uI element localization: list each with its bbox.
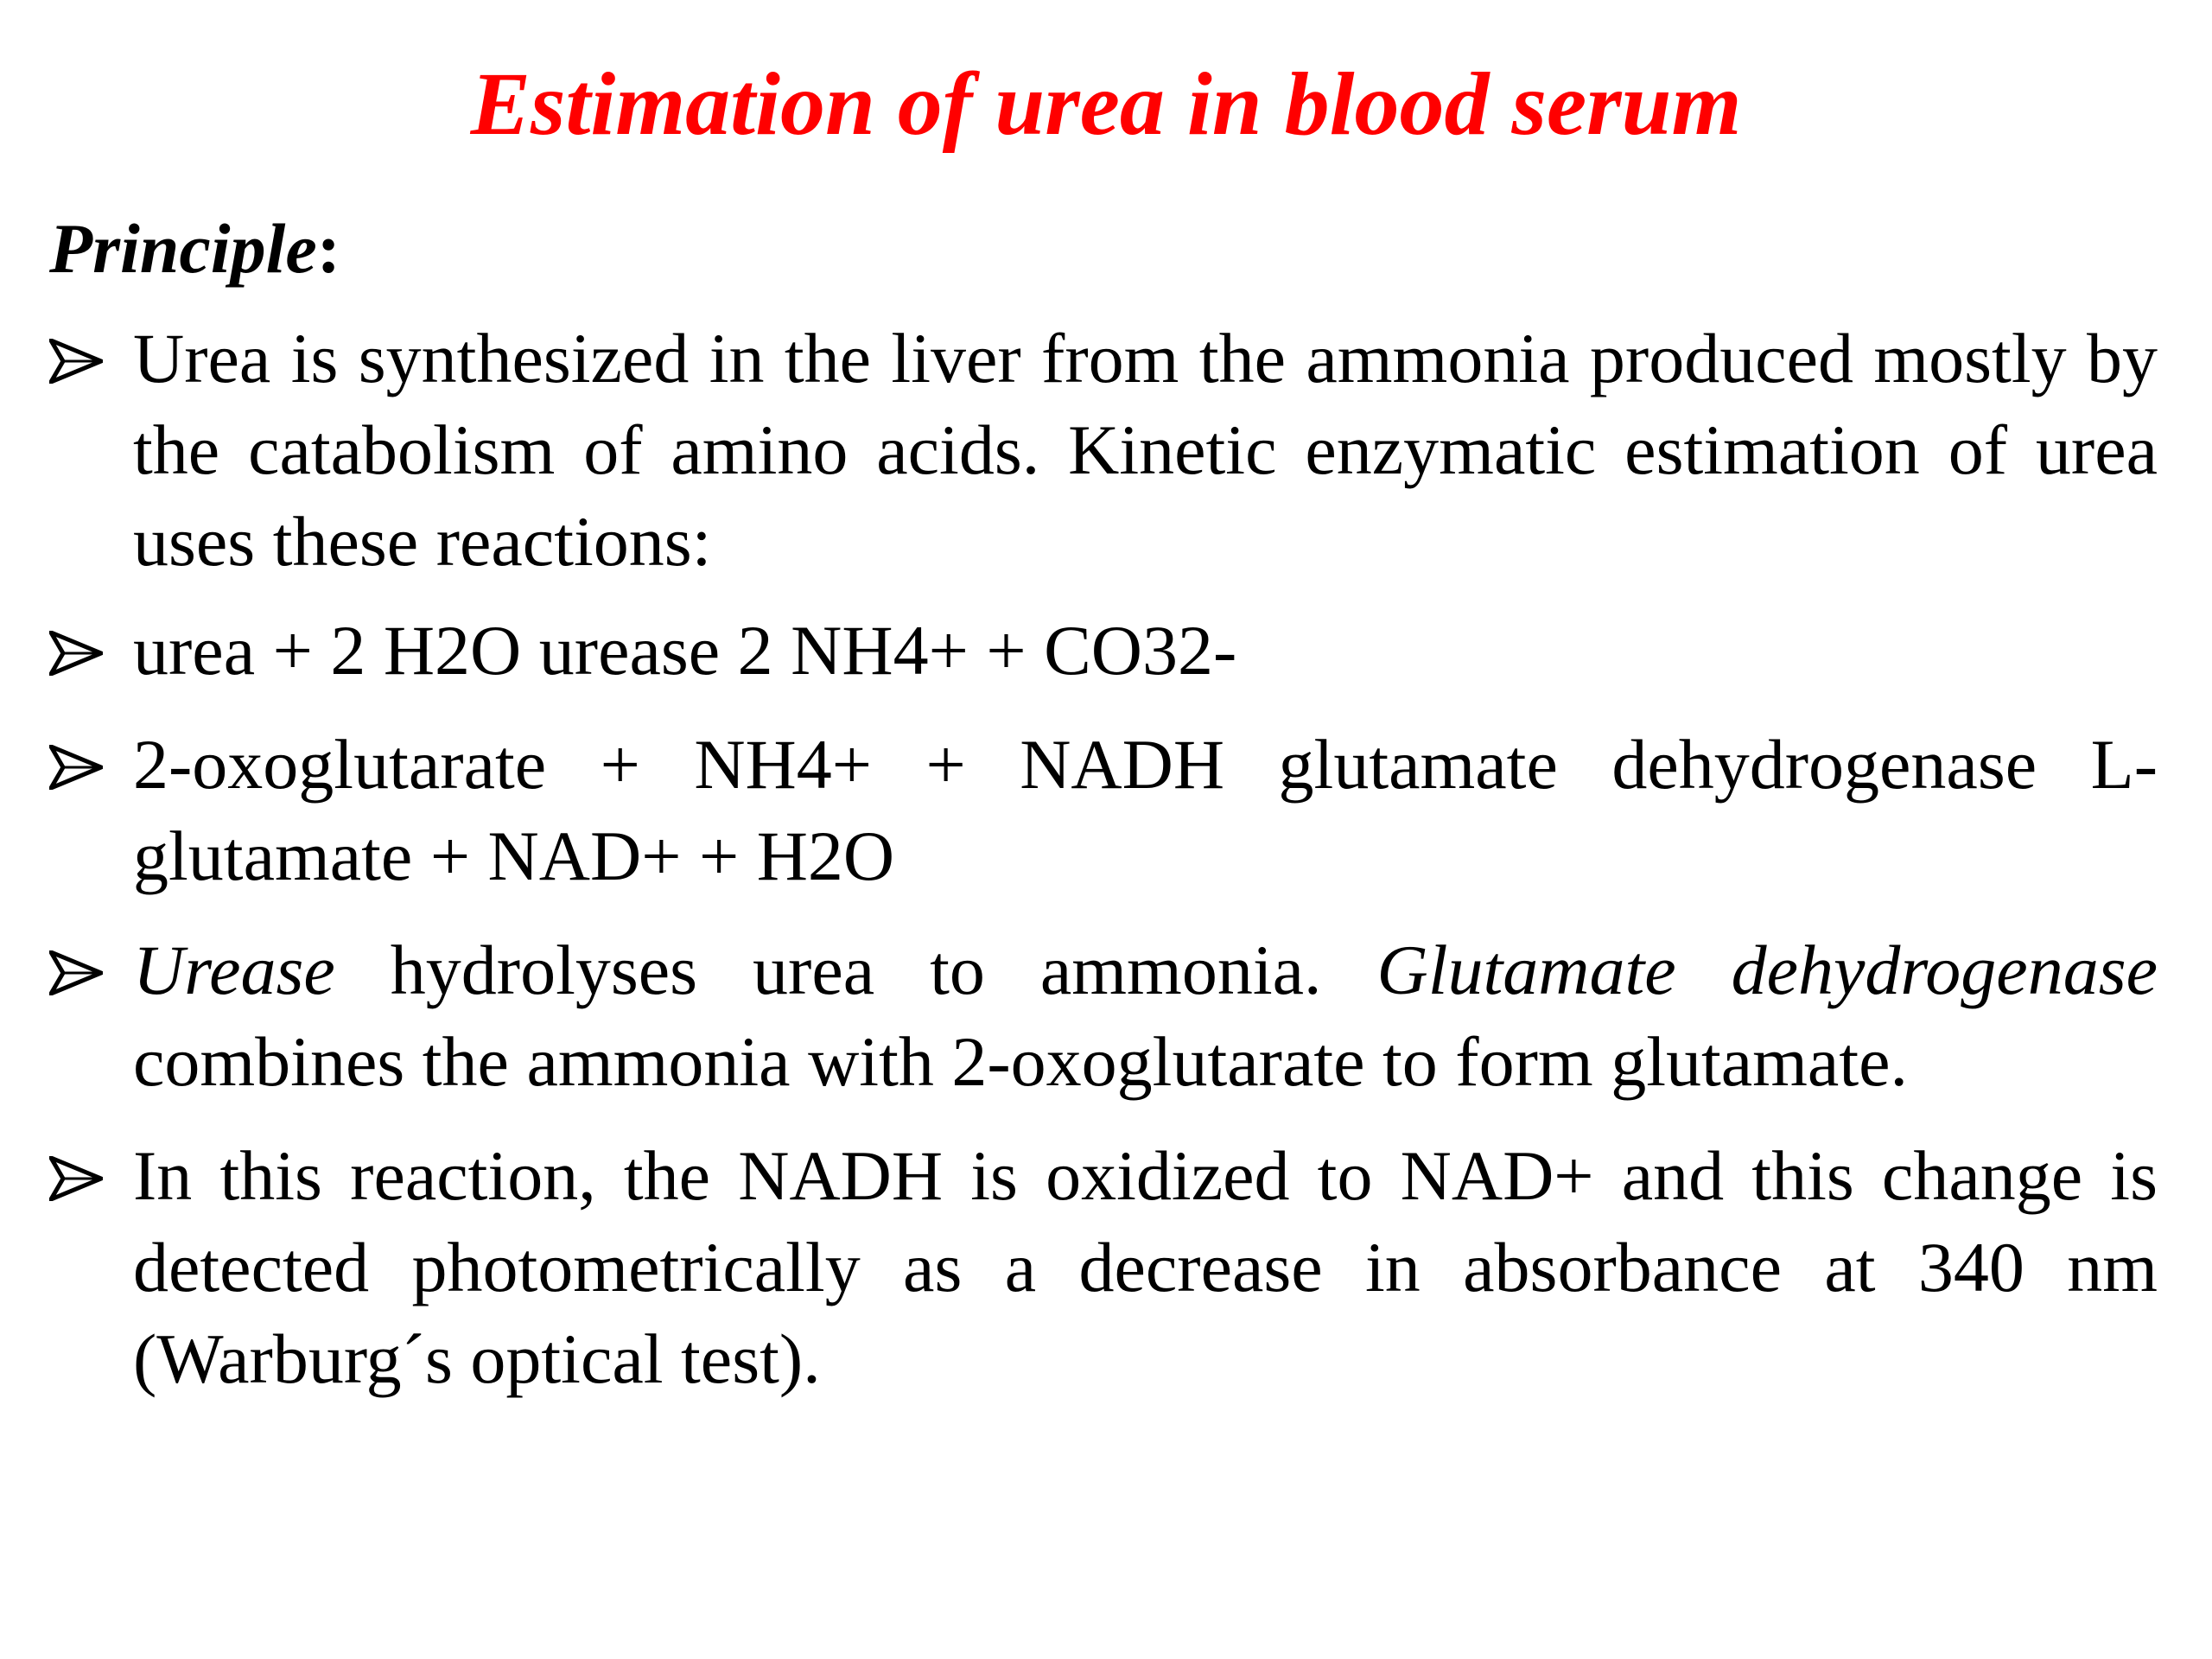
bullet-list <box>49 313 2158 1424</box>
arrowhead-bullet-icon <box>49 1156 103 1201</box>
bullet-text: urea + 2 H2O urease 2 NH4+ + CO32- <box>133 611 1237 690</box>
principle-heading <box>49 206 340 292</box>
arrowhead-bullet-icon <box>49 950 103 995</box>
principle-label: Principle <box>49 209 317 288</box>
bullet-item <box>49 313 2158 588</box>
bullet-text: combines the ammonia with 2-oxoglutarate to form glutamate. <box>133 1022 1909 1101</box>
bullet-text: In this reaction, the NADH is oxidized to NAD+ and this change is detected photometrically as a decrease in absorbance at 340 nm (Warburg´s optical test). <box>133 1136 2158 1398</box>
bullet-item <box>49 925 2158 1108</box>
enzyme-name-urease: Urease <box>133 931 335 1009</box>
bullet-item <box>49 719 2158 902</box>
bullet-text: 2-oxoglutarate + NH4+ + NADH glutamate dehydrogenase L-glutamate + NAD+ + H2O <box>133 725 2158 895</box>
enzyme-name-glutamate-dehydrogenase: Glutamate dehydrogenase <box>1376 931 2158 1009</box>
bullet-item <box>49 1130 2158 1405</box>
bullet-item <box>49 605 2158 696</box>
arrowhead-bullet-icon <box>49 745 103 790</box>
slide-title: Estimation of urea in blood serum <box>470 54 1742 154</box>
arrowhead-bullet-icon <box>49 631 103 676</box>
bullet-text: hydrolyses urea to ammonia. <box>334 931 1377 1009</box>
bullet-text: Urea is synthesized in the liver from the ammonia produced mostly by the catabolism of amino acids. Kinetic enzymatic estimation of urea uses these reactions: <box>133 319 2158 581</box>
arrowhead-bullet-icon <box>49 339 103 384</box>
principle-colon: : <box>316 209 341 288</box>
